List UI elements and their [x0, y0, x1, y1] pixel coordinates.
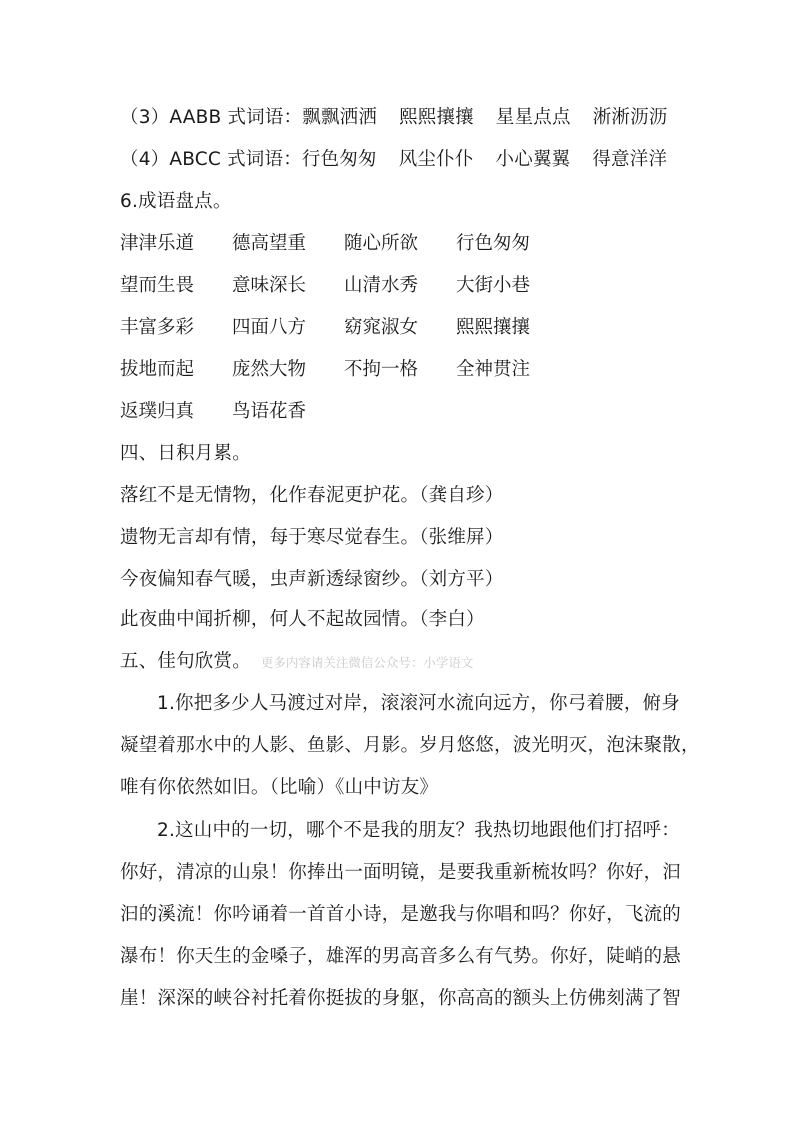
- paragraph-line: 崖！深深的峡谷衬托着你挺拔的身躯，你高高的额头上仿佛刻满了智: [120, 988, 682, 1009]
- abcc-label: （4）ABCC 式词语：: [120, 149, 302, 170]
- paragraph-line: 你好，清凉的山泉！你捧出一面明镜，是要我重新梳妆吗？你好，汩: [120, 862, 682, 883]
- paragraph-line: 汩的溪流！你吟诵着一首首小诗，是邀我与你唱和吗？你好，飞流的: [120, 904, 682, 925]
- aabb-word: 熙熙攘攘: [399, 107, 474, 128]
- poem-line: 落红不是无情物，化作春泥更护花。（龚自珍）: [120, 485, 504, 506]
- idiom-item: 不拘一格: [344, 359, 419, 380]
- idiom-item: 大街小巷: [456, 275, 531, 296]
- idioms-heading: 6.成语盘点。: [120, 191, 232, 212]
- idiom-item: 窈窕淑女: [344, 317, 419, 338]
- watermark-text: 更多内容请关注微信公众号：小学语文: [260, 655, 474, 670]
- idiom-item: 行色匆匆: [456, 233, 531, 254]
- idiom-item: 山清水秀: [344, 275, 419, 296]
- idiom-item: 丰富多彩: [120, 317, 195, 338]
- abcc-word: 小心翼翼: [495, 149, 571, 170]
- section4-heading: 四、日积月累。: [120, 443, 251, 464]
- idiom-item: 随心所欲: [344, 233, 419, 254]
- abcc-word: 风尘仆仆: [398, 149, 474, 170]
- aabb-word: 飘飘洒洒: [302, 107, 378, 128]
- paragraph-line: 凝望着那水中的人影、鱼影、月影。岁月悠悠，波光明灭，泡沫聚散，: [120, 735, 700, 756]
- idiom-item: 熙熙攘攘: [456, 317, 531, 338]
- aabb-line: [120, 104, 668, 132]
- poem-line: 遗物无言却有情，每于寒尽觉春生。（张维屏）: [120, 527, 504, 548]
- paragraph-line: 2.这山中的一切，哪个不是我的朋友？我热切地跟他们打招呼：: [157, 820, 680, 841]
- abcc-word: 得意洋洋: [592, 149, 668, 170]
- idiom-item: 拔地而起: [120, 359, 195, 380]
- paragraph-line: 1.你把多少人马渡过对岸，滚滚河水流向远方，你弓着腰，俯身: [157, 693, 680, 714]
- section5-heading-line: [120, 648, 473, 677]
- aabb-label: （3）AABB 式词语：: [120, 107, 303, 128]
- poem-line: 今夜偏知春气暖，虫声新透绿窗纱。（刘方平）: [120, 569, 504, 590]
- idiom-item: 返璞归真: [120, 401, 195, 422]
- idiom-item: 意味深长: [232, 275, 307, 296]
- aabb-word: 淅淅沥沥: [592, 107, 668, 128]
- section5-heading: 五、佳句欣赏。: [120, 651, 251, 672]
- paragraph-line: 瀑布！你天生的金嗓子，雄浑的男高音多么有气势。你好，陡峭的悬: [120, 946, 682, 967]
- idiom-item: 德高望重: [232, 233, 307, 254]
- idiom-item: 鸟语花香: [232, 401, 307, 422]
- abcc-word: 行色匆匆: [301, 149, 377, 170]
- paragraph-line: 唯有你依然如旧。（比喻）《山中访友》: [120, 777, 439, 798]
- poem-line: 此夜曲中闻折柳，何人不起故园情。（李白）: [120, 609, 485, 630]
- idiom-item: 四面八方: [232, 317, 307, 338]
- abcc-line: [120, 146, 667, 174]
- aabb-word: 星星点点: [495, 107, 571, 128]
- idiom-item: 津津乐道: [120, 233, 195, 254]
- idiom-item: 望而生畏: [120, 275, 195, 296]
- idiom-item: 全神贯注: [456, 359, 531, 380]
- idiom-item: 庞然大物: [232, 359, 307, 380]
